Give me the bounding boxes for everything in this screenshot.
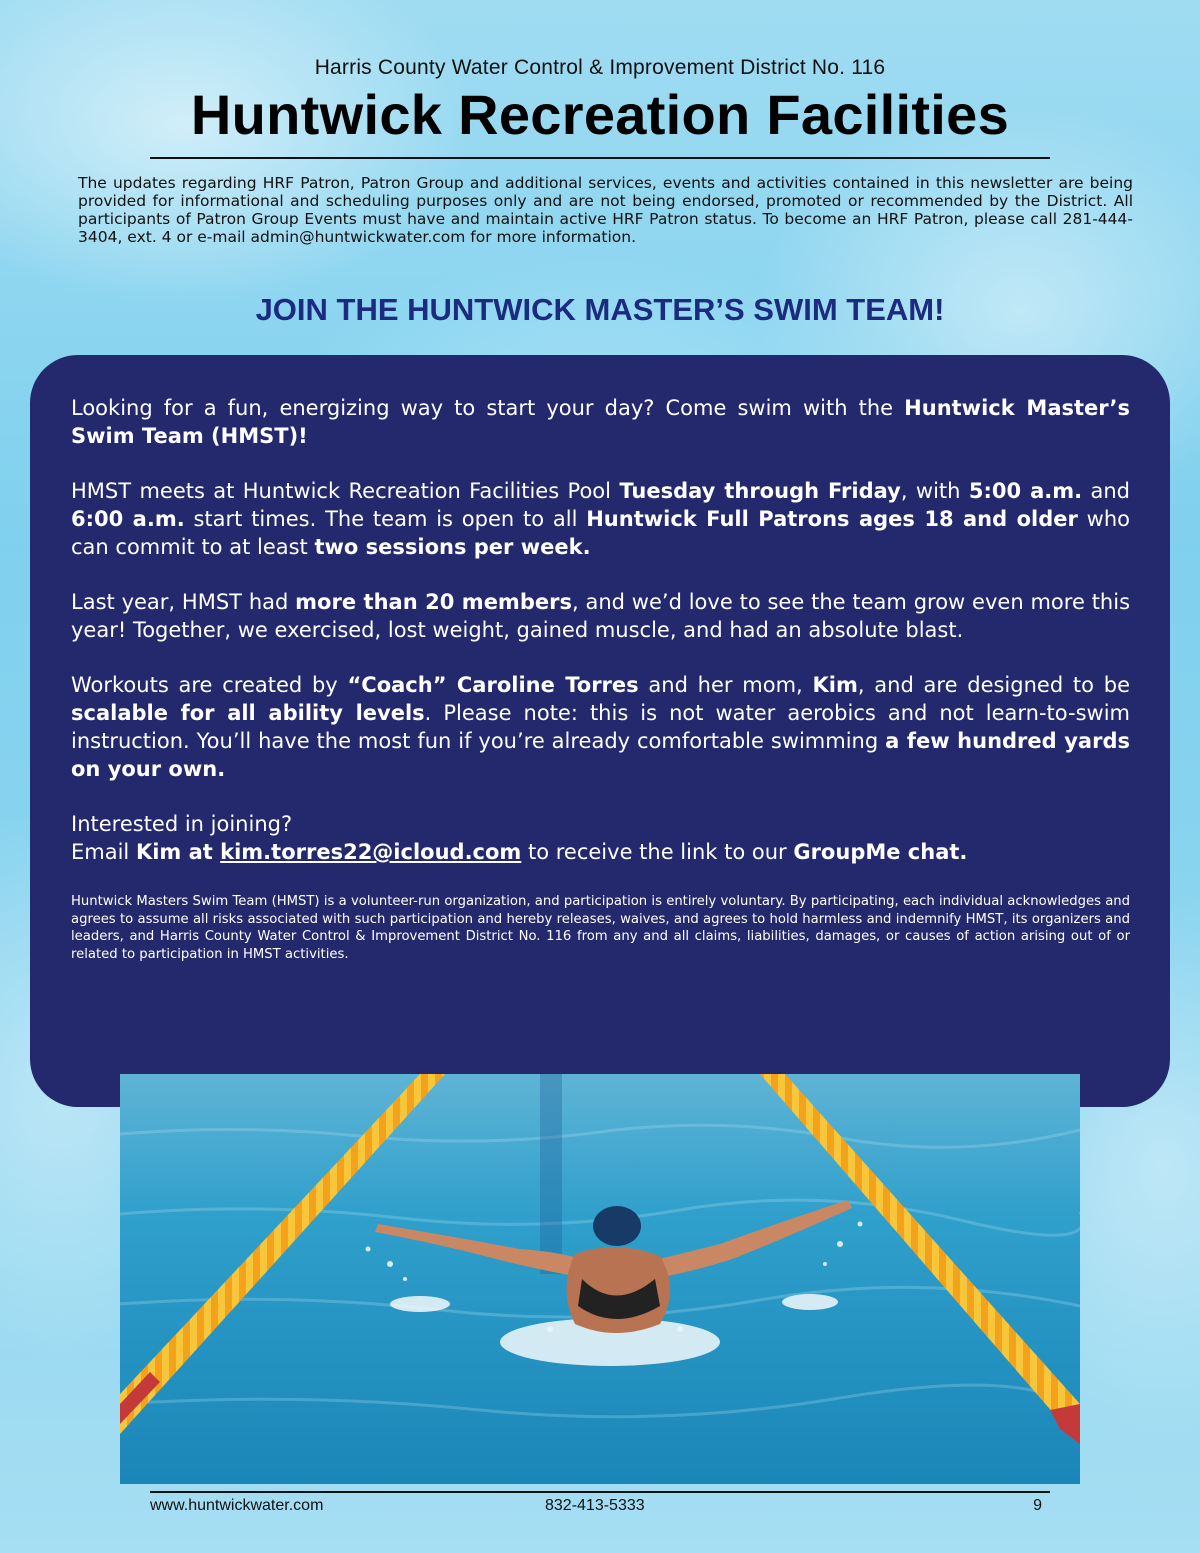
schedule-paragraph: HMST meets at Huntwick Recreation Facilities Pool Tuesday through Friday, with 5:00 a.m. and 6:00 a.m. start times. The team is open to all Huntwick Full Patrons ages 18 and older who can commit to at least two sessions per week.: [71, 479, 1131, 559]
page-number: 9: [1033, 1497, 1042, 1514]
swim-team-content: [71, 394, 1130, 963]
district-name: Harris County Water Control & Improvement District No. 116: [314, 56, 886, 79]
swimmer-photo: [120, 1074, 1080, 1484]
newsletter-disclaimer: The updates regarding HRF Patron, Patron Group and additional services, events and activities contained in this newsletter are being provided for informational and scheduling purposes only and are not being endorsed, promoted or recommended by the District. All participants of Patron Group Events must have and maintain active HRF Patron status. To become an HRF Patron, please call 281-444-3404, ext. 4 or e-mail admin@huntwickwater.com for more information.: [78, 174, 1133, 246]
page-title: Huntwick Recreation Facilities: [190, 83, 1010, 146]
footer-website[interactable]: www.huntwickwater.com: [150, 1497, 324, 1514]
header-divider: [150, 157, 1050, 159]
liability-waiver: Huntwick Masters Swim Team (HMST) is a volunteer-run organization, and participation is entirely voluntary. By participating, each individual acknowledges and agrees to assume all risks associated with such participation and hereby releases, waives, and agrees to hold harmless and indemnify HMST, its organizers and leaders, and Harris County Water Control & Improvement District No. 116 from any and all claims, liabilities, damages, or causes of action arising out of or related to participation in HMST activities.: [71, 894, 1130, 962]
contact-paragraph: Interested in joining? Email Kim at kim.torres22@icloud.com to receive the link to our GroupMe chat.: [71, 812, 968, 864]
footer: [150, 1497, 1050, 1519]
footer-phone: 832-413-5333: [545, 1497, 645, 1514]
header: [0, 56, 1200, 147]
workouts-paragraph: Workouts are created by “Coach” Caroline Torres and her mom, Kim, and are designed to be scalable for all ability levels. Please note: this is not water aerobics and not learn-to-swim instruction. You’ll have the most fun if you’re already comfortable swimming a few hundred yards on your own.: [71, 673, 1130, 781]
section-headline: JOIN THE HUNTWICK MASTER’S SWIM TEAM!: [255, 292, 945, 327]
last-year-paragraph: Last year, HMST had more than 20 members, and we’d love to see the team grow even more this year! Together, we exercised, lost weight, gained muscle, and had an absolute blast.: [71, 590, 1131, 642]
footer-divider: [150, 1491, 1050, 1493]
butterfly-swimmer-illustration: [120, 1074, 1080, 1484]
intro-paragraph: Looking for a fun, energizing way to start your day? Come swim with the Huntwick Master’s Swim Team (HMST)!: [71, 396, 1130, 448]
email-link[interactable]: kim.torres22@icloud.com: [220, 840, 522, 864]
